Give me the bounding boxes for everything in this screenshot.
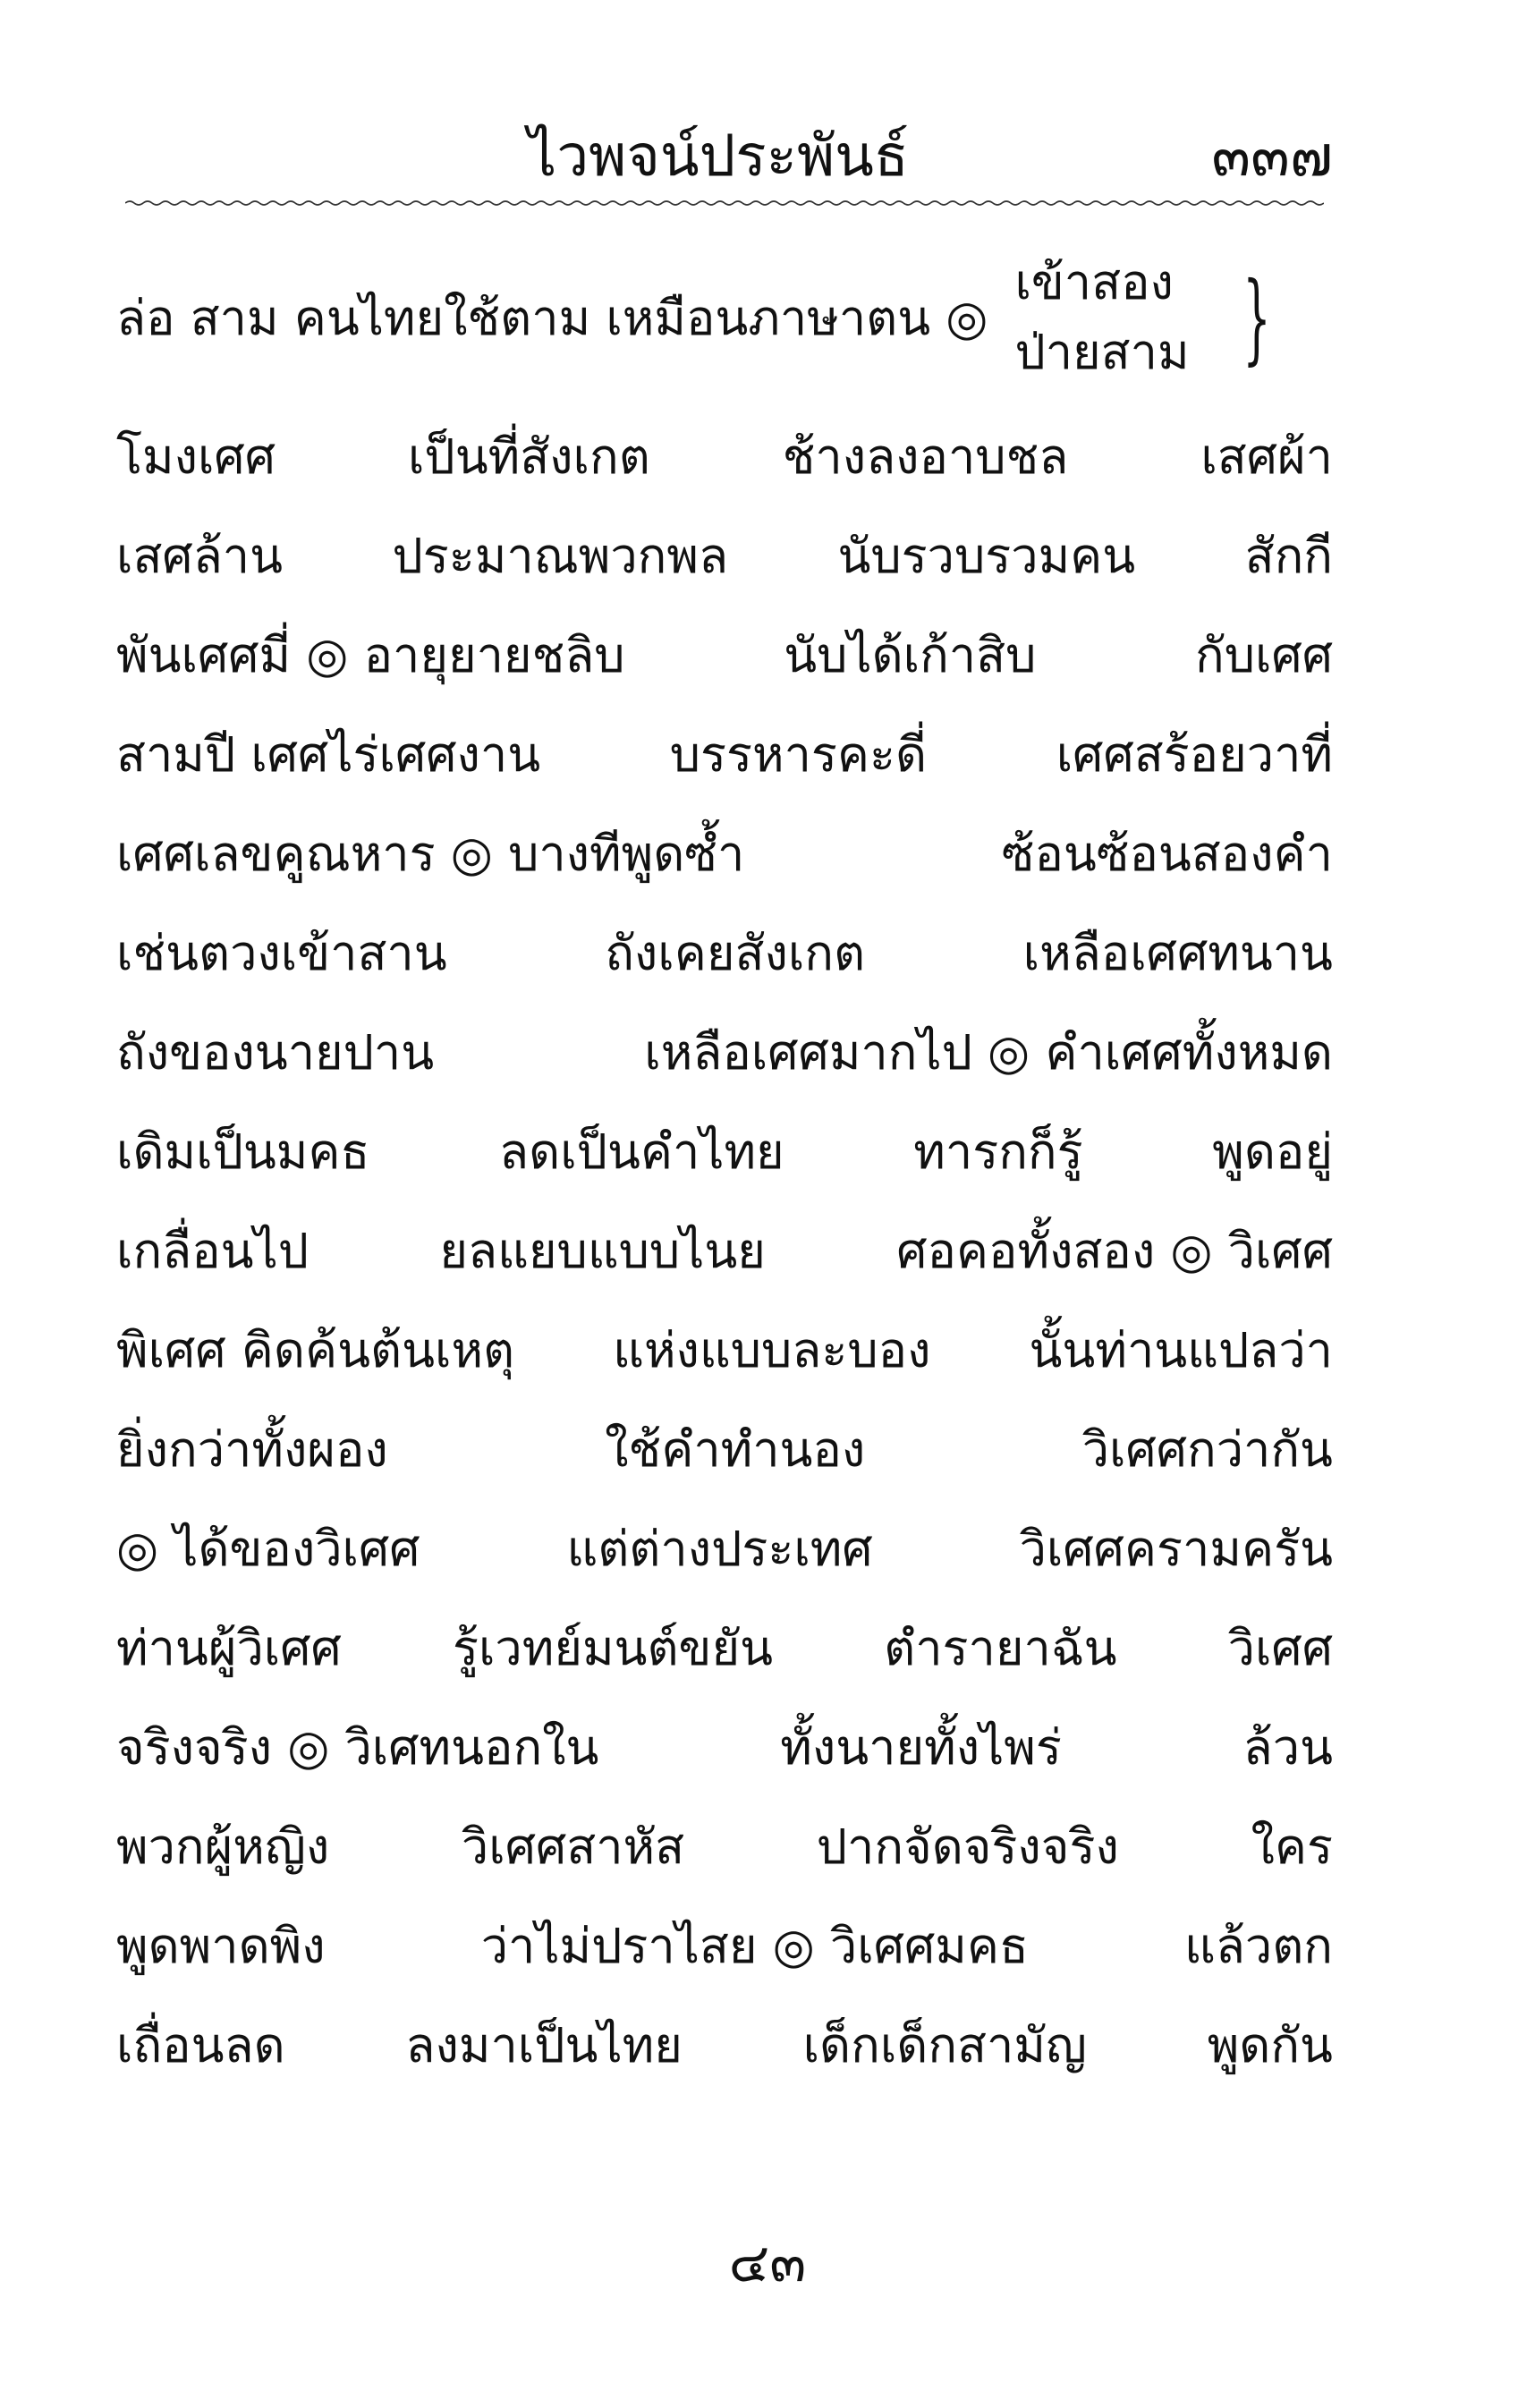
verse-line (116, 1301, 1333, 1400)
verse-segment: พูดพาดพิง (116, 1918, 326, 1974)
verse-segment: รู้เวทย์มนต์ขยัน (452, 1620, 774, 1676)
verse-body (116, 228, 1333, 2095)
verse-segment: ทั้งนายทั้งไพร่ (780, 1719, 1062, 1776)
verse-segment: เถื่อนลด (116, 2017, 285, 2073)
verse-line (116, 1598, 1333, 1698)
verse-segment: เช่นตวงเข้าสาน (116, 925, 447, 981)
verse-segment: ใช้คำทำนอง (605, 1421, 866, 1478)
verse-line (116, 705, 1333, 804)
verse-segment: แห่งแบบละบอง (613, 1322, 931, 1378)
verse-segment: ซ้อนซ้อนสองคำ (1001, 826, 1333, 882)
verse-line (116, 506, 1333, 606)
verse-segment: นับรวบรวมคน (837, 528, 1136, 584)
brace-mark: } (1242, 260, 1271, 375)
alternative-readings (1014, 248, 1189, 387)
verse-segment: ล้วน (1242, 1719, 1333, 1776)
verse-segment: ถังเคยสังเกต (605, 925, 866, 981)
verse-line (116, 1201, 1333, 1301)
running-head (116, 107, 1333, 206)
verse-line (116, 407, 1333, 506)
verse-segment: วิเศศกว่ากัน (1081, 1421, 1333, 1478)
verse-segment: สามปี เศศไร่เศศงาน (116, 726, 541, 783)
verse-segment: ใคร (1251, 1819, 1333, 1875)
header-wavy-rule (125, 199, 1324, 208)
verse-segment: ◎ ได้ของวิเศศ (116, 1521, 420, 1577)
verse-segment: แต่ต่างประเทศ (566, 1521, 873, 1577)
verse-line-first (116, 228, 1333, 407)
verse-segment: พวกผู้หญิง (116, 1819, 330, 1875)
verse-segment: ประมาณพวกพล (392, 528, 729, 584)
verse-line (116, 1499, 1333, 1598)
verse-segment: ว่าไม่ปราไสย ◎ วิเศศมคธ (480, 1918, 1029, 1974)
verse-segment: พิเศศ คิดค้นต้นเหตุ (116, 1322, 515, 1378)
verse-segment: นับได้เก้าสิบ (784, 627, 1037, 683)
verse-segment: พันเศศมี่ ◎ อายุยายชลิบ (116, 627, 625, 683)
verse-segment: พูดอยู่ (1212, 1123, 1333, 1180)
verse-line (116, 1400, 1333, 1499)
verse-segment: ถังของนายปาน (116, 1024, 435, 1081)
verse-line (116, 1102, 1333, 1201)
verse-line (116, 606, 1333, 705)
verse-line (116, 1797, 1333, 1896)
folio-number: ๔๓ (728, 2232, 807, 2294)
verse-segment: ยิ่งกว่าทั้งผอง (116, 1421, 388, 1478)
verse-segment: เสศผ้า (1200, 428, 1333, 485)
verse-segment: วิเศศสาหัส (461, 1819, 685, 1875)
verse-segment: ช้างลงอาบชล (782, 428, 1069, 485)
verse-line (116, 804, 1333, 903)
verse-segment: เสศล้าน (116, 528, 284, 584)
alternative-reading-bottom: ป่ายสาม (1014, 324, 1190, 380)
verse-segment: เกลื่อนไป (116, 1223, 310, 1279)
verse-segment: เดิมเป็นมคธ (116, 1123, 370, 1180)
verse-line (116, 903, 1333, 1003)
verse-segment: ลดเป็นคำไทย (499, 1123, 784, 1180)
verse-line (116, 1896, 1333, 1996)
verse-segment: เป็นที่สังเกต (407, 428, 650, 485)
verse-segment: โมงเศศ (116, 428, 276, 485)
alternative-reading-top: เข้าสอง (1014, 254, 1174, 310)
verse-lines (116, 407, 1333, 2095)
verse-segment: เศศสร้อยวาที่ (1056, 726, 1333, 783)
verse-line (116, 1996, 1333, 2095)
verse-segment: เศศเลขคูณหาร ◎ บางทีพูดซ้ำ (116, 826, 745, 882)
verse-segment: บรรหารคะดี่ (669, 726, 928, 783)
verse-segment: ยลแยบแบบไนย (439, 1223, 766, 1279)
verse-segment: วิเศศ (1227, 1620, 1333, 1676)
verse-segment: พูดกัน (1207, 2017, 1333, 2073)
verse-line (116, 1698, 1333, 1797)
running-title: ไวพจน์ประพันธ์ (528, 123, 909, 190)
verse-segment: ท่านผู้วิเศศ (116, 1620, 342, 1676)
verse-segment: เหลือเศศทนาน (1022, 925, 1333, 981)
verse-segment: กับเศศ (1195, 627, 1333, 683)
verse-segment: ปากจัดจริงจริง (816, 1819, 1119, 1875)
verse-segment: ทารกก็รู้ (913, 1123, 1083, 1180)
verse-segment: สักกี (1244, 528, 1333, 584)
verse-segment: ตำรายาฉัน (884, 1620, 1117, 1676)
verse-segment: ศอคอทั้งสอง ◎ วิเศศ (896, 1223, 1333, 1279)
verse-segment: จริงจริง ◎ วิเศทนอกใน (116, 1719, 599, 1776)
verse-segment: นั้นท่านแปลว่า (1029, 1322, 1333, 1378)
verse-segment: วิเศศครามครัน (1019, 1521, 1333, 1577)
verse-segment: เด็กเด็กสามัญ (802, 2017, 1087, 2073)
verse-segment: แล้วตก (1184, 1918, 1333, 1974)
page-number: ๓๓๗ (1211, 123, 1333, 190)
verse-segment: เหลือเศศมากไป ◎ คำเศศทั้งหมด (644, 1024, 1333, 1081)
verse-line-text: ล่อ สาม คนไทยใช้ตาม เหมือนภาษาตน ◎ (116, 290, 988, 346)
verse-segment: ลงมาเป็นไทย (405, 2017, 683, 2073)
verse-line (116, 1003, 1333, 1102)
